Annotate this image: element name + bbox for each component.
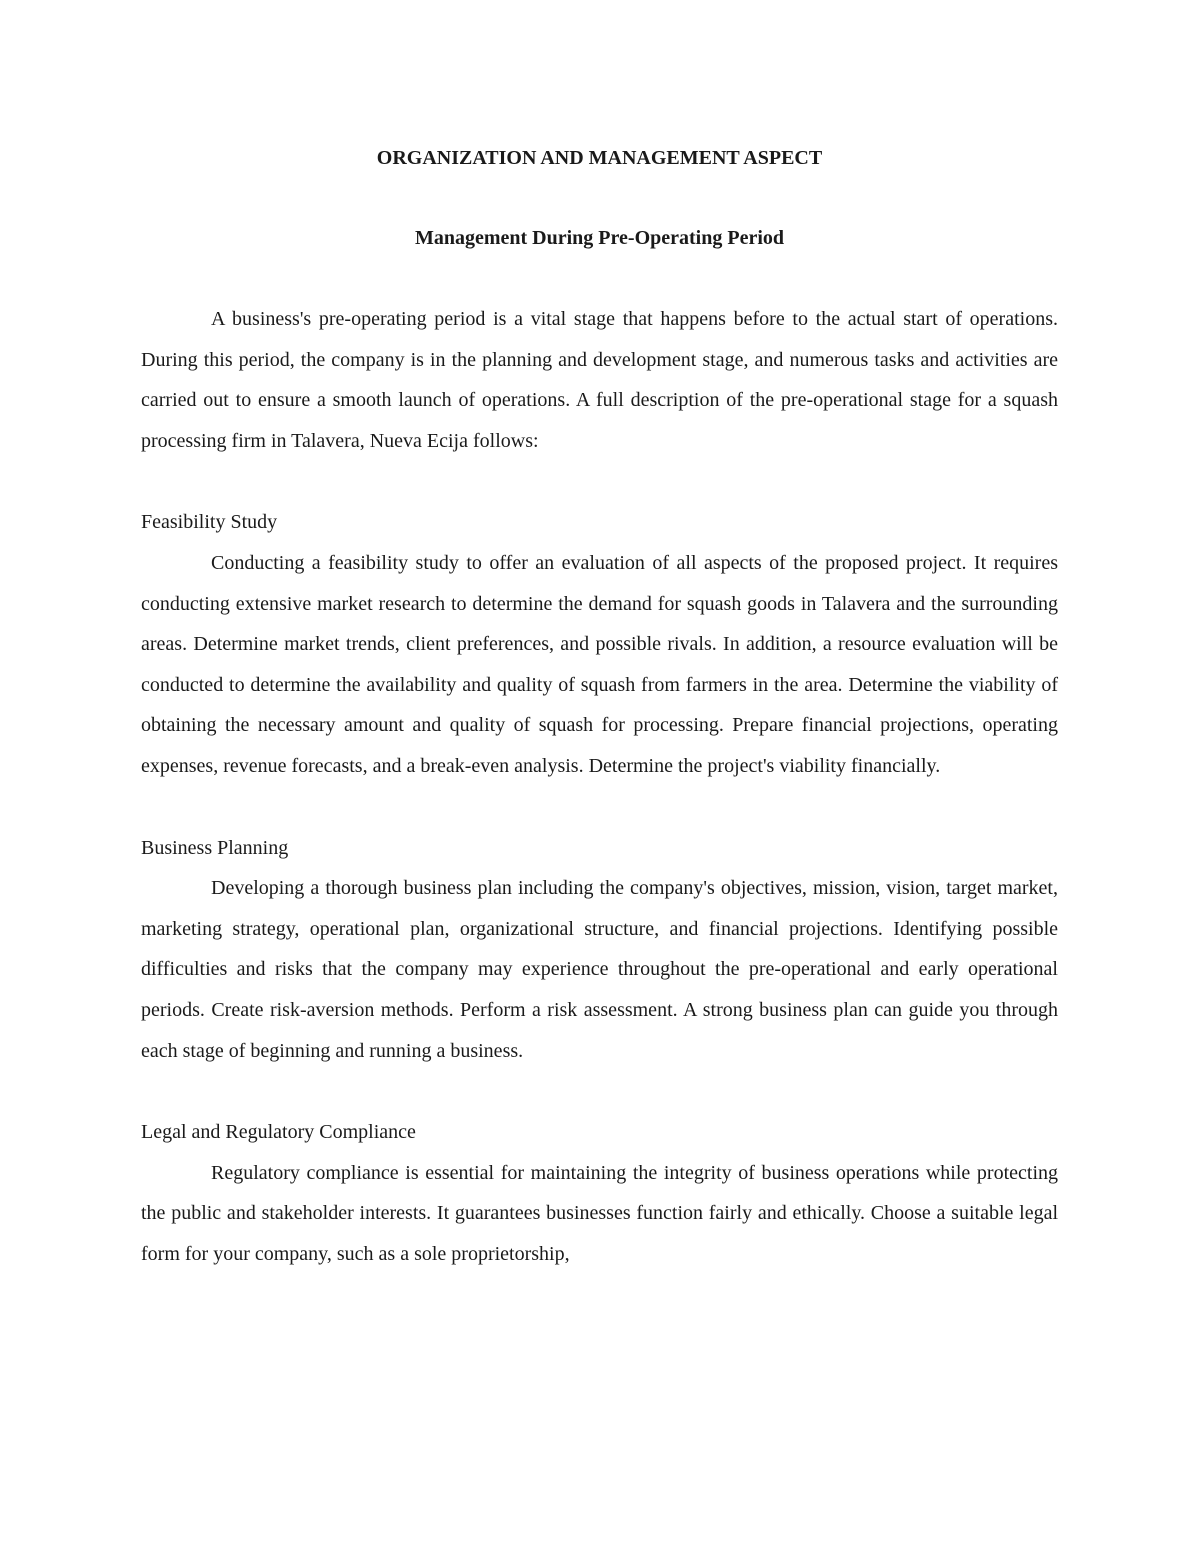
section-body-feasibility-study: Conducting a feasibility study to offer an evaluation of all aspects of the proposed project. It requires conducting extensive market research to determine the demand for squash goods in Talavera and the surrounding areas. Determine market trends, client preferences, and possible rivals. In addition, a resource evaluation will be conducted to determine the availability and quality of squash from farmers in the area. Determine the viability of obtaining the necessary amount and quality of squash for processing. Prepare financial projections, operating expenses, revenue forecasts, and a break-even analysis. Determine the project's viability financially. — [141, 551, 1058, 777]
document-title: ORGANIZATION AND MANAGEMENT ASPECT — [376, 147, 823, 169]
section-heading-legal-compliance: Legal and Regulatory Compliance — [141, 1121, 416, 1144]
intro-paragraph: A business's pre-operating period is a vital stage that happens before to the actual start of operations. During this period, the company is in the planning and development stage, and numerous tasks and activities are carried out to ensure a smooth launch of operations. A full description of the pre-operational stage for a squash processing firm in Talavera, Nueva Ecija follows: — [141, 308, 1058, 452]
document-subtitle: Management During Pre-Operating Period — [414, 227, 784, 249]
section-heading-business-planning: Business Planning — [141, 836, 289, 859]
section-heading-feasibility-study: Feasibility Study — [141, 511, 278, 534]
document-content — [141, 138, 1058, 1274]
section-body-business-planning: Developing a thorough business plan including the company's objectives, mission, vision, target market, marketing strategy, operational plan, organizational structure, and financial projections. Identifying possible difficulties and risks that the company may experience throughout the pre-operational and early operational periods. Create risk-aversion methods. Perform a risk assessment. A strong business plan can guide you through each stage of beginning and running a business. — [141, 877, 1058, 1062]
section-body-legal-compliance: Regulatory compliance is essential for maintaining the integrity of business operations while protecting the public and stakeholder interests. It guarantees businesses function fairly and ethically. Choose a suitable legal form for your company, such as a sole proprietorship, — [141, 1161, 1058, 1265]
